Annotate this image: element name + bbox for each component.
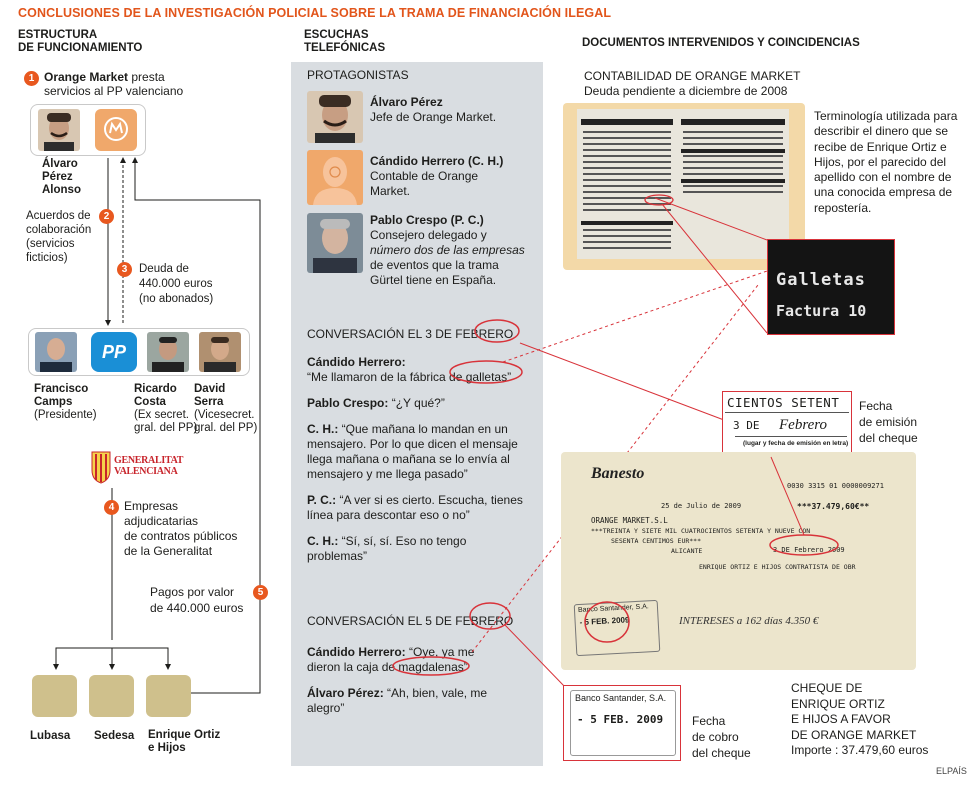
terminology-line: una conocida empresa de [814, 185, 953, 200]
cheque-zoom-caption: (lugar y fecha de emisión en letra) [743, 440, 849, 447]
cheque-caption-line: CHEQUE DE [791, 681, 863, 695]
step-1-text-part: presta [128, 70, 165, 84]
person-name: Serra [194, 396, 224, 408]
step-3-line: 440.000 euros [139, 278, 213, 290]
cheque-caption-line: Importe : 37.479,60 euros [791, 743, 929, 757]
person-role: (Vicesecret. [194, 409, 255, 421]
accounting-label: CONTABILIDAD DE ORANGE MARKET [584, 69, 801, 83]
alvaro-caption-line: Pérez [42, 171, 73, 183]
cheque-caption-line: DE ORANGE MARKET [791, 727, 917, 742]
step-1-badge: 1 [24, 71, 39, 86]
cheque-top-date: 25 de Julio de 2009 [661, 502, 742, 510]
person-role: (Ex secret. [134, 409, 189, 421]
protagonist-desc: Consejero delegado y [370, 228, 487, 242]
cheque-amount-words: ***TREINTA Y SIETE MIL CUATROCIENTOS SETENTA Y NUEVE CON [591, 527, 811, 535]
terminology-line: Terminología utilizada para [814, 109, 958, 123]
cheque-drawer: ENRIQUE ORTIZ E HIJOS CONTRATISTA DE OBR [699, 563, 856, 571]
cheque-amount: ***37.479,60€** [797, 502, 870, 511]
cheque-account: 0030 3315 01 0000009271 [787, 482, 884, 490]
page-title: CONCLUSIONES DE LA INVESTIGACIÓN POLICIAL SOBRE LA TRAMA DE FINANCIACIÓN ILEGAL [18, 6, 612, 20]
cheque-caption-line: E HIJOS A FAVOR [791, 712, 891, 726]
person-role: gral. del PP) [134, 422, 198, 434]
step-2-line: ficticios) [26, 252, 68, 264]
utterance: “Ah, bien, vale, me alegro” [307, 686, 488, 715]
company-label-lubasa: Lubasa [30, 730, 71, 742]
alvaro-caption-line: Álvaro [42, 158, 78, 170]
cheque-annotation [561, 452, 916, 670]
step-4-line: de la Generalitat [124, 544, 213, 558]
cheque-date-zoom [722, 391, 852, 455]
step-5-badge: 5 [253, 585, 268, 600]
column-header-line: ESTRUCTURA [18, 29, 98, 41]
accounting-subtitle: Deuda pendiente a diciembre de 2008 [584, 84, 788, 98]
protagonist-name: Álvaro Pérez [370, 95, 443, 109]
zoom-factura-text: Factura 10 [776, 302, 867, 320]
collection-date-label [692, 713, 751, 761]
step-5-line: de 440.000 euros [150, 601, 244, 615]
step-2-line: Acuerdos de [26, 210, 91, 222]
person-name: Ricardo [134, 383, 177, 395]
step-5-line: Pagos por valor [150, 585, 235, 599]
stamp-bank: Banco Santander, S.A. [577, 603, 649, 615]
terminology-line: apellido con el nombre de [814, 170, 952, 185]
terminology-line: repostería. [814, 200, 872, 215]
step-4-line: adjudicatarias [124, 514, 199, 528]
protagonist-desc: Market. [370, 184, 411, 198]
step-3-line: (no abonados) [139, 293, 214, 305]
protagonist-desc: Jefe de Orange Market. [370, 110, 497, 124]
protagonist-name: Cándido Herrero (C. H.) [370, 154, 504, 168]
conversation-2-label: CONVERSACIÓN EL 5 DE FEBRERO [307, 614, 514, 628]
collection-label-line: del cheque [692, 746, 751, 760]
step-3-badge: 3 [117, 262, 132, 277]
galletas-zoom [767, 239, 895, 335]
cheque-document [561, 452, 916, 670]
cheque-bank-name: Banesto [591, 465, 645, 482]
terminology-line: describir el dinero que se [814, 124, 949, 139]
cheque-stamp-zoom [563, 685, 681, 761]
person-name: Francisco [34, 383, 89, 395]
stamp-date: - 5 FEB. 2009 [579, 615, 630, 627]
source-credit: ELPAÍS [936, 766, 967, 776]
collection-label-line: de cobro [692, 730, 739, 744]
emission-label-line: del cheque [859, 431, 918, 445]
company-label-sedesa: Sedesa [94, 730, 135, 742]
emission-label-line: Fecha [859, 399, 893, 413]
person-name: Camps [34, 396, 73, 408]
generalitat-line: VALENCIANA [114, 466, 178, 477]
speaker: Cándido Herrero: [307, 355, 406, 369]
person-role: gral. del PP) [194, 422, 258, 434]
column-header-line: DE FUNCIONAMIENTO [18, 42, 143, 54]
stamp-zoom-bank: Banco Santander, S.A. [575, 693, 667, 703]
speaker: C. H.: [307, 534, 339, 548]
protagonist-desc: Contable de Orange [370, 169, 479, 183]
protagonist-desc: número dos de las empresas [370, 243, 525, 257]
protagonists-label: PROTAGONISTAS [307, 68, 409, 82]
terminology-line: recibe de Enrique Ortiz e [814, 139, 947, 154]
step-3-line: Deuda de [139, 263, 189, 275]
cheque-handwriting: INTERESES a 162 días 4.350 € [679, 615, 819, 627]
speaker: Cándido Herrero: [307, 645, 406, 659]
cheque-caption-line: ENRIQUE ORTIZ [791, 696, 885, 711]
pp-logo-text: PP [101, 342, 126, 362]
emission-date-label [859, 398, 918, 446]
protagonist-desc: Gürtel tiene en España. [370, 273, 497, 287]
step-2-badge: 2 [99, 209, 114, 224]
speaker: P. C.: [307, 493, 337, 507]
cheque-caption [791, 681, 928, 759]
cheque-amount-words-2: SESENTA CENTIMOS EUR*** [611, 537, 702, 545]
stamp-zoom-date: - 5 FEB. 2009 [577, 713, 664, 726]
person-name: David [194, 383, 226, 395]
terminology-line: Hijos, por el parecido del [814, 154, 947, 169]
company-label-line: e Hijos [148, 742, 186, 754]
utterance: “Que mañana lo mandan en un mensajero. Por lo que dicen el mensaje llega mañana o mañana se lo envía al mensajero y me llega pasado” [307, 422, 518, 481]
cheque-zoom-amount-words: CIENTOS SETENT [727, 395, 840, 410]
company-label-line: Enrique Ortiz [148, 729, 221, 741]
person-name: Costa [134, 396, 166, 408]
column-header-documents: DOCUMENTOS INTERVENIDOS Y COINCIDENCIAS [582, 37, 860, 49]
protagonist-desc: de eventos que la trama [370, 258, 499, 272]
utterance: “¿Y qué?” [388, 396, 445, 410]
collection-label-line: Fecha [692, 714, 726, 728]
orange-market-label: Orange Market [44, 70, 129, 84]
step-1-line2: servicios al PP valenciano [44, 84, 184, 98]
alvaro-caption-line: Alonso [42, 184, 81, 196]
column-header-line: ESCUCHAS [304, 29, 369, 41]
emission-label-line: de emisión [859, 415, 918, 429]
step-4-badge: 4 [104, 500, 119, 515]
speaker: C. H.: [307, 422, 339, 436]
utterance: “Sí, sí, sí. Eso no tengo problemas” [307, 534, 467, 563]
step-4-line: Empresas [124, 499, 179, 513]
zoom-galletas-text: Galletas [776, 270, 866, 290]
utterance: “Me llamaron de la fábrica de galletas” [307, 370, 512, 384]
column-header-line: TELEFÓNICAS [304, 42, 386, 54]
stamp-frame [570, 690, 676, 756]
protagonist-name: Pablo Crespo (P. C.) [370, 213, 484, 227]
cheque-place: ALICANTE [671, 547, 703, 555]
cheque-zoom-month: Febrero [779, 417, 828, 433]
step-4-line: de contratos públicos [124, 529, 238, 543]
cheque-payee: ORANGE MARKET.S.L [591, 516, 668, 525]
speaker: Álvaro Pérez: [307, 686, 384, 700]
cheque-date: 3 DE Febrero 2009 [773, 546, 845, 554]
step-2-line: (servicios [26, 238, 75, 250]
utterance: “A ver si es cierto. Escucha, tienes línea para descontar eso o no” [307, 493, 523, 522]
utterance: “Oye, ya me dieron la caja de magdalenas” [307, 645, 475, 674]
conversation-1-label: CONVERSACIÓN EL 3 DE FEBRERO [307, 327, 514, 341]
cheque-zoom-day: 3 DE [733, 419, 760, 432]
generalitat-line: GENERALITAT [114, 455, 184, 466]
step-2-line: colaboración [26, 224, 92, 236]
person-role: (Presidente) [34, 409, 97, 421]
speaker: Pablo Crespo: [307, 396, 389, 410]
